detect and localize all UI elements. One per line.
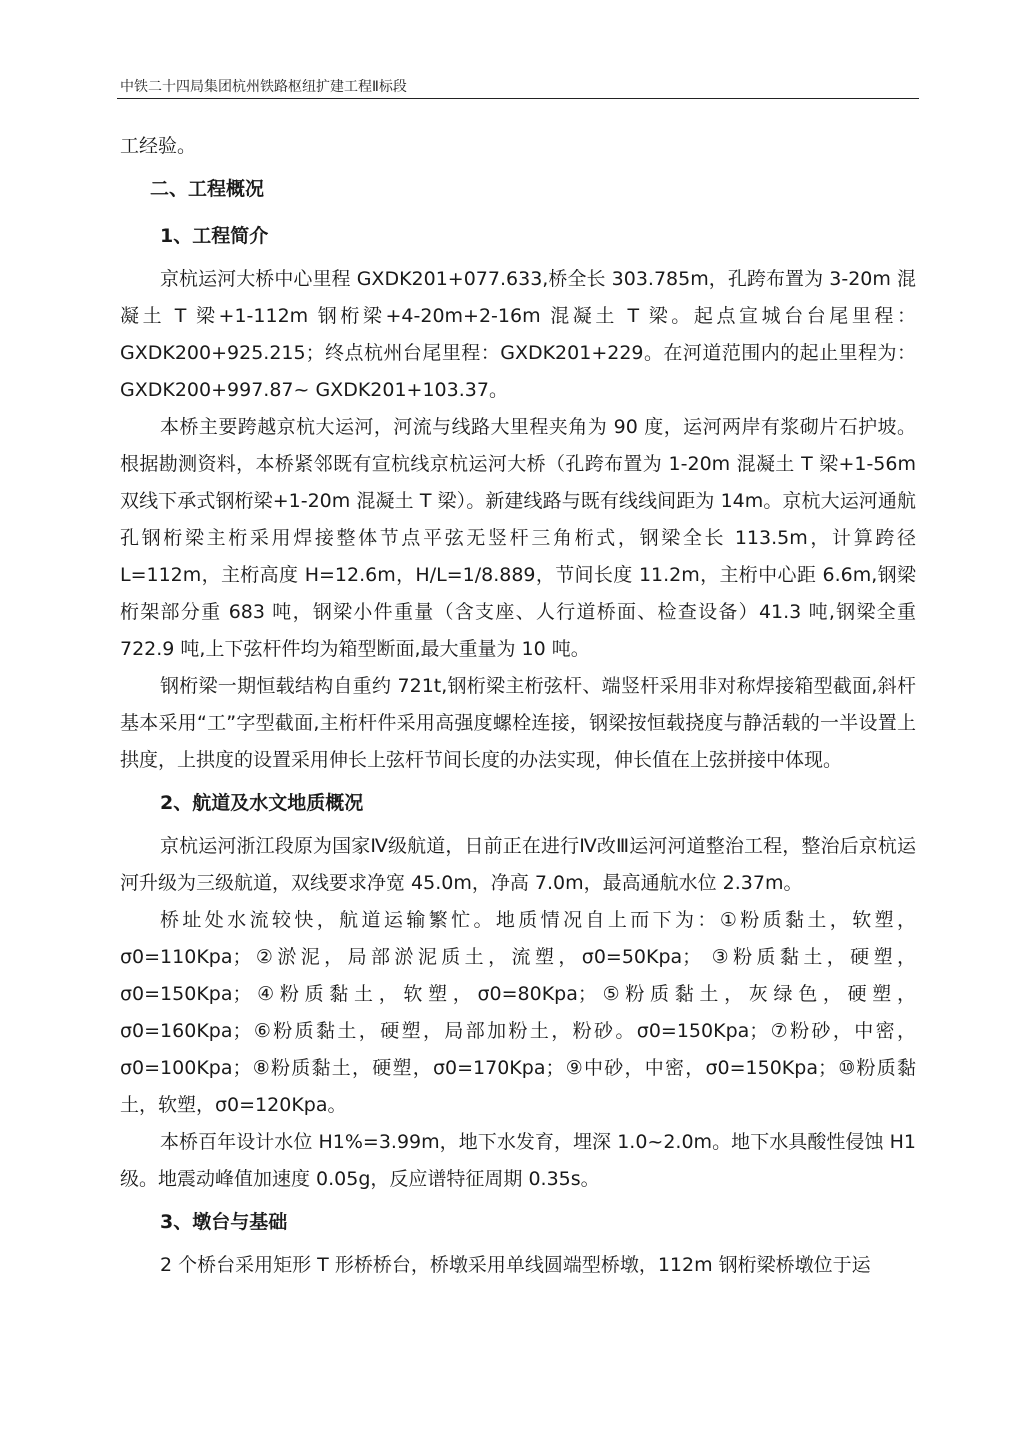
- section-heading-overview: 二、工程概况: [150, 178, 265, 200]
- paragraph-channel: 京杭运河浙江段原为国家Ⅳ级航道，日前正在进行Ⅳ改Ⅲ运河河道整治工程，整治后京杭运河升级为三级航道，双线要求净宽 45.0m，净高 7.0m，最高通航水位 2.37m。: [120, 835, 916, 894]
- paragraph-continuation: 工经验。: [120, 135, 197, 157]
- paragraph-pier-foundation: 2 个桥台采用矩形 T 形桥桥台，桥墩采用单线圆端型桥墩，112m 钢桁梁桥墩位于运: [160, 1254, 871, 1276]
- subsection-heading-channel: 2、航道及水文地质概况: [160, 792, 364, 814]
- paragraph-bridge-structure: 本桥主要跨越京杭大运河，河流与线路大里程夹角为 90 度，运河两岸有浆砌片石护坡。根据勘测资料，本桥紧邻既有宣杭线京杭运河大桥（孔跨布置为 1-20m 混凝土 T 梁+1-56m 双线下承式钢桁梁+1-20m 混凝土 T 梁）。新建线路与既有线线间距为 14m。京杭大运河通航孔钢桁梁主桁采用焊接整体节点平弦无竖杆三角桁式，钢梁全长 113.5m，计算跨径 L=112m，主桁高度 H=12.6m，H/L=1/8.889，节间长度 11.2m，主桁中心距 6.6m,钢梁桁架部分重 683 吨，钢梁小件重量（含支座、人行道桥面、检查设备）41.3 吨,钢梁全重 722.9 吨,上下弦杆件均为箱型断面,最大重量为 10 吨。: [120, 416, 916, 660]
- document-body: [120, 128, 916, 1284]
- page-header: 中铁二十四局集团杭州铁路枢纽扩建工程Ⅱ标段: [120, 79, 407, 95]
- subsection-heading-pier: 3、墩台与基础: [160, 1211, 288, 1233]
- header-divider: [117, 98, 919, 99]
- paragraph-bridge-mileage: 京杭运河大桥中心里程 GXDK201+077.633,桥全长 303.785m，孔跨布置为 3-20m 混凝土 T 梁+1-112m 钢桁梁+4-20m+2-16m 混凝土 T 梁。起点宣城台台尾里程：GXDK200+925.215；终点杭州台尾里程：GXDK201+229。在河道范围内的起止里程为：GXDK200+997.87~ GXDK201+103.37。: [120, 268, 916, 401]
- paragraph-steel-truss-load: 钢桁梁一期恒载结构自重约 721t,钢桁梁主桁弦杆、端竖杆采用非对称焊接箱型截面,斜杆基本采用“工”字型截面,主桁杆件采用高强度螺栓连接，钢梁按恒载挠度与静活载的一半设置上拱度，上拱度的设置采用伸长上弦杆节间长度的办法实现，伸长值在上弦拼接中体现。: [120, 675, 916, 771]
- subsection-heading-intro: 1、工程简介: [160, 225, 269, 247]
- paragraph-geology: 桥址处水流较快，航道运输繁忙。地质情况自上而下为：①粉质黏土，软塑，σ0=110Kpa；②淤泥，局部淤泥质土，流塑，σ0=50Kpa； ③粉质黏土，硬塑，σ0=150Kpa；④粉质黏土，软塑，σ0=80Kpa；⑤粉质黏土，灰绿色，硬塑，σ0=160Kpa；⑥粉质黏土，硬塑，局部加粉土，粉砂。σ0=150Kpa；⑦粉砂，中密，σ0=100Kpa；⑧粉质黏土，硬塑，σ0=170Kpa；⑨中砂，中密，σ0=150Kpa；⑩粉质黏土，软塑，σ0=120Kpa。: [120, 909, 916, 1116]
- paragraph-hydrology: 本桥百年设计水位 H1%=3.99m，地下水发育，埋深 1.0~2.0m。地下水具酸性侵蚀 H1 级。地震动峰值加速度 0.05g，反应谱特征周期 0.35s。: [120, 1131, 916, 1190]
